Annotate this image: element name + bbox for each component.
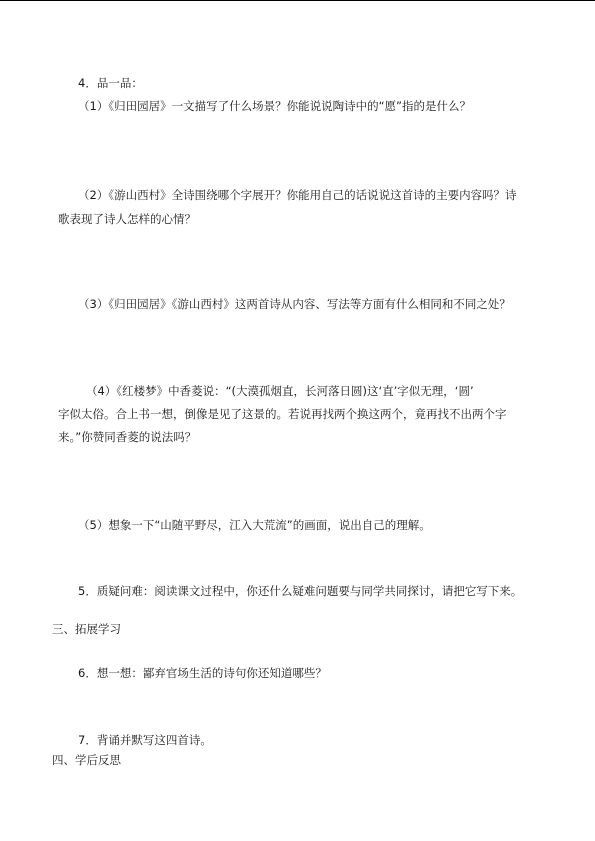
- question-4-4-line-3: 来。”你赞同香菱的说法吗？: [58, 430, 197, 444]
- question-4-2-line-2: 歌表现了诗人怎样的心情？: [58, 212, 196, 226]
- section-4-heading: 四、学后反思: [52, 753, 121, 767]
- question-5: 5．质疑问难：阅读课文过程中，你还什么疑难问题要与同学共同探讨，请把它写下来。: [78, 584, 523, 598]
- question-4-4-line-1: （4）《红楼梦》中香菱说：“(大漠孤烟直，长河落日圆)这‘直’字似无理，‘圆’: [86, 384, 474, 398]
- question-4-4-line-2: 字似太俗。合上书一想，倒像是见了这景的。若说再找两个换这两个，竟再找不出两个字: [58, 407, 507, 421]
- question-4-3: （3）《归田园居》《游山西村》这两首诗从内容、写法等方面有什么相同和不同之处？: [78, 297, 511, 311]
- question-7: 7．背诵并默写这四首诗。: [78, 733, 212, 747]
- section-3-heading: 三、拓展学习: [52, 622, 121, 636]
- question-4-heading: 4．品一品：: [78, 76, 143, 90]
- question-4-5: （5）想象一下“山随平野尽，江入大荒流”的画面，说出自己的理解。: [78, 518, 431, 532]
- header-rule: [0, 0, 595, 1]
- question-4-1: （1）《归田园居》一文描写了什么场景？你能说说陶诗中的“愿”指的是什么？: [78, 99, 471, 113]
- question-6: 6．想一想：鄙弃官场生活的诗句你还知道哪些？: [78, 666, 327, 680]
- question-4-2-line-1: （2）《游山西村》全诗围绕哪个字展开？你能用自己的话说说这首诗的主要内容吗？诗: [78, 188, 517, 202]
